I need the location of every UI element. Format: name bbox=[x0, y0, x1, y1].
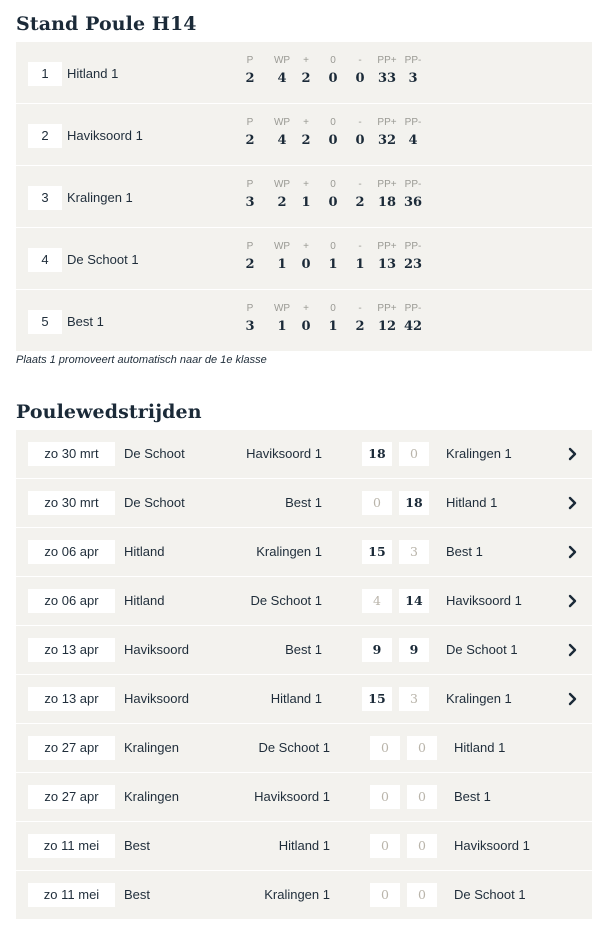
stat-header: PP+ bbox=[377, 303, 397, 314]
match-date: zo 11 mei bbox=[28, 883, 115, 907]
stat-header: 0 bbox=[330, 179, 336, 190]
stat-value: 2 bbox=[355, 195, 365, 210]
standings-table bbox=[16, 42, 592, 351]
match-venue: Hitland bbox=[124, 593, 165, 608]
stat-cell bbox=[354, 179, 366, 212]
stat-header: + bbox=[303, 179, 309, 190]
match-date: zo 27 apr bbox=[28, 736, 115, 760]
chevron-right-icon[interactable] bbox=[564, 542, 582, 562]
stat-value: 2 bbox=[245, 133, 255, 148]
match-venue: Hitland bbox=[124, 544, 165, 559]
team-name: Hitland 1 bbox=[67, 66, 119, 81]
stat-value: 4 bbox=[408, 133, 418, 148]
stat-cell bbox=[354, 55, 366, 88]
stat-cell bbox=[403, 179, 423, 212]
stat-value: 13 bbox=[377, 257, 397, 272]
home-score: 9 bbox=[362, 638, 392, 662]
rank-badge: 2 bbox=[28, 124, 62, 148]
stat-cell bbox=[244, 55, 256, 88]
away-score: 0 bbox=[407, 834, 437, 858]
standings-title: Stand Poule H14 bbox=[16, 13, 197, 35]
stat-value: 0 bbox=[301, 319, 311, 334]
stat-cell bbox=[300, 55, 312, 88]
away-score: 3 bbox=[399, 540, 429, 564]
stat-cell bbox=[403, 117, 423, 150]
stat-cell bbox=[271, 55, 293, 88]
stat-header: + bbox=[303, 55, 309, 66]
stat-value: 2 bbox=[301, 133, 311, 148]
stat-value: 42 bbox=[403, 319, 423, 334]
stat-header: P bbox=[246, 117, 254, 128]
match-row bbox=[16, 724, 592, 773]
home-team: De Schoot 1 bbox=[250, 593, 322, 608]
match-venue: Kralingen bbox=[124, 740, 179, 755]
stat-header: WP bbox=[273, 241, 291, 252]
standings-row bbox=[16, 42, 592, 104]
stat-cell bbox=[244, 117, 256, 150]
match-row[interactable] bbox=[16, 430, 592, 479]
stat-cell bbox=[300, 179, 312, 212]
away-team: De Schoot 1 bbox=[446, 642, 518, 657]
stat-value: 1 bbox=[328, 257, 338, 272]
match-row bbox=[16, 871, 592, 919]
stat-cell bbox=[244, 303, 256, 336]
stat-header: - bbox=[358, 303, 362, 314]
stat-cell bbox=[271, 241, 293, 274]
match-row[interactable] bbox=[16, 626, 592, 675]
rank-badge: 5 bbox=[28, 310, 62, 334]
match-venue: De Schoot bbox=[124, 446, 185, 461]
stat-header: P bbox=[246, 303, 254, 314]
stat-cell bbox=[300, 241, 312, 274]
stat-value: 2 bbox=[355, 319, 365, 334]
match-date: zo 11 mei bbox=[28, 834, 115, 858]
stat-value: 2 bbox=[301, 71, 311, 86]
home-score: 18 bbox=[362, 442, 392, 466]
away-team: Haviksoord 1 bbox=[454, 838, 530, 853]
stat-cell bbox=[354, 303, 366, 336]
stat-cell bbox=[271, 117, 293, 150]
stat-header: 0 bbox=[330, 241, 336, 252]
match-row[interactable] bbox=[16, 577, 592, 626]
stat-header: 0 bbox=[330, 303, 336, 314]
home-score: 0 bbox=[370, 883, 400, 907]
chevron-right-icon[interactable] bbox=[564, 444, 582, 464]
stat-header: WP bbox=[273, 303, 291, 314]
team-name: De Schoot 1 bbox=[67, 252, 139, 267]
standings-row bbox=[16, 104, 592, 166]
away-score: 3 bbox=[399, 687, 429, 711]
away-score: 0 bbox=[407, 736, 437, 760]
match-date: zo 30 mrt bbox=[28, 442, 115, 466]
stat-header: P bbox=[246, 241, 254, 252]
match-date: zo 13 apr bbox=[28, 638, 115, 662]
stat-value: 0 bbox=[301, 257, 311, 272]
stat-header: PP- bbox=[404, 179, 422, 190]
away-team: Kralingen 1 bbox=[446, 446, 512, 461]
match-venue: Haviksoord bbox=[124, 642, 190, 657]
stat-cell bbox=[271, 303, 293, 336]
match-row bbox=[16, 773, 592, 822]
rank-badge: 3 bbox=[28, 186, 62, 210]
match-row[interactable] bbox=[16, 528, 592, 577]
match-venue: Best bbox=[124, 887, 151, 902]
home-score: 0 bbox=[370, 785, 400, 809]
away-team: Kralingen 1 bbox=[446, 691, 512, 706]
home-team: Best 1 bbox=[285, 495, 322, 510]
stat-value: 0 bbox=[355, 133, 365, 148]
stat-header: + bbox=[303, 303, 309, 314]
stat-value: 1 bbox=[355, 257, 365, 272]
away-team: Hitland 1 bbox=[454, 740, 506, 755]
stat-header: PP- bbox=[404, 241, 422, 252]
rank-badge: 1 bbox=[28, 62, 62, 86]
team-name: Kralingen 1 bbox=[67, 190, 133, 205]
team-name: Haviksoord 1 bbox=[67, 128, 143, 143]
stat-header: + bbox=[303, 241, 309, 252]
stat-value: 2 bbox=[277, 195, 287, 210]
stat-value: 32 bbox=[377, 133, 397, 148]
stat-header: PP+ bbox=[377, 117, 397, 128]
stat-value: 18 bbox=[377, 195, 397, 210]
stat-header: PP- bbox=[404, 55, 422, 66]
stat-cell bbox=[403, 241, 423, 274]
stat-value: 0 bbox=[328, 71, 338, 86]
stat-cell bbox=[376, 55, 398, 88]
matches-title: Poulewedstrijden bbox=[16, 401, 202, 423]
chevron-right-icon[interactable] bbox=[564, 591, 582, 611]
standings-row bbox=[16, 290, 592, 351]
home-score: 4 bbox=[362, 589, 392, 613]
stat-value: 1 bbox=[301, 195, 311, 210]
stat-value: 1 bbox=[277, 319, 287, 334]
match-row[interactable] bbox=[16, 675, 592, 724]
home-team: Kralingen 1 bbox=[264, 887, 330, 902]
home-team: Best 1 bbox=[285, 642, 322, 657]
stat-cell bbox=[376, 241, 398, 274]
stat-cell bbox=[244, 241, 256, 274]
match-row[interactable] bbox=[16, 479, 592, 528]
chevron-right-icon[interactable] bbox=[564, 493, 582, 513]
match-date: zo 13 apr bbox=[28, 687, 115, 711]
match-venue: Haviksoord bbox=[124, 691, 190, 706]
stat-header: - bbox=[358, 179, 362, 190]
stat-header: PP- bbox=[404, 303, 422, 314]
home-team: Hitland 1 bbox=[278, 838, 330, 853]
stat-header: - bbox=[358, 117, 362, 128]
stat-cell bbox=[327, 303, 339, 336]
stat-value: 3 bbox=[408, 71, 418, 86]
stat-value: 3 bbox=[245, 319, 255, 334]
home-team: Haviksoord 1 bbox=[246, 446, 322, 461]
away-team: Hitland 1 bbox=[446, 495, 498, 510]
stat-cell bbox=[327, 117, 339, 150]
standings-row bbox=[16, 166, 592, 228]
home-team: De Schoot 1 bbox=[258, 740, 330, 755]
away-team: Best 1 bbox=[446, 544, 483, 559]
home-score: 0 bbox=[362, 491, 392, 515]
stat-header: + bbox=[303, 117, 309, 128]
rank-badge: 4 bbox=[28, 248, 62, 272]
away-score: 14 bbox=[399, 589, 429, 613]
home-score: 15 bbox=[362, 540, 392, 564]
stat-cell bbox=[376, 179, 398, 212]
stat-cell bbox=[244, 179, 256, 212]
stat-cell bbox=[354, 241, 366, 274]
home-score: 0 bbox=[370, 834, 400, 858]
stat-header: PP+ bbox=[377, 241, 397, 252]
stat-cell bbox=[376, 303, 398, 336]
away-score: 0 bbox=[399, 442, 429, 466]
stat-header: P bbox=[246, 179, 254, 190]
home-team: Kralingen 1 bbox=[256, 544, 322, 559]
stat-header: - bbox=[358, 55, 362, 66]
chevron-right-icon[interactable] bbox=[564, 640, 582, 660]
away-score: 9 bbox=[399, 638, 429, 662]
stat-header: PP- bbox=[404, 117, 422, 128]
stat-header: PP+ bbox=[377, 179, 397, 190]
home-score: 0 bbox=[370, 736, 400, 760]
match-date: zo 27 apr bbox=[28, 785, 115, 809]
stat-cell bbox=[327, 241, 339, 274]
stat-value: 1 bbox=[277, 257, 287, 272]
match-date: zo 30 mrt bbox=[28, 491, 115, 515]
away-team: De Schoot 1 bbox=[454, 887, 526, 902]
stat-value: 33 bbox=[377, 71, 397, 86]
stat-value: 2 bbox=[245, 257, 255, 272]
stat-header: P bbox=[246, 55, 254, 66]
stat-cell bbox=[376, 117, 398, 150]
stat-value: 12 bbox=[377, 319, 397, 334]
home-team: Haviksoord 1 bbox=[254, 789, 330, 804]
standings-row bbox=[16, 228, 592, 290]
stat-cell bbox=[403, 303, 423, 336]
home-team: Hitland 1 bbox=[270, 691, 322, 706]
stat-value: 0 bbox=[355, 71, 365, 86]
match-venue: Best bbox=[124, 838, 151, 853]
away-team: Best 1 bbox=[454, 789, 491, 804]
match-row bbox=[16, 822, 592, 871]
team-name: Best 1 bbox=[67, 314, 104, 329]
stat-header: 0 bbox=[330, 55, 336, 66]
match-date: zo 06 apr bbox=[28, 589, 115, 613]
stat-cell bbox=[271, 179, 293, 212]
match-venue: Kralingen bbox=[124, 789, 179, 804]
stat-value: 3 bbox=[245, 195, 255, 210]
stat-header: WP bbox=[273, 179, 291, 190]
stat-cell bbox=[327, 179, 339, 212]
stat-value: 0 bbox=[328, 195, 338, 210]
stat-value: 1 bbox=[328, 319, 338, 334]
stat-value: 0 bbox=[328, 133, 338, 148]
stat-header: WP bbox=[273, 117, 291, 128]
match-date: zo 06 apr bbox=[28, 540, 115, 564]
stat-header: PP+ bbox=[377, 55, 397, 66]
away-score: 0 bbox=[407, 785, 437, 809]
stat-value: 23 bbox=[403, 257, 423, 272]
stat-header: 0 bbox=[330, 117, 336, 128]
stat-cell bbox=[354, 117, 366, 150]
stat-value: 2 bbox=[245, 71, 255, 86]
away-score: 18 bbox=[399, 491, 429, 515]
stat-value: 4 bbox=[277, 71, 287, 86]
stat-cell bbox=[327, 55, 339, 88]
standings-note: Plaats 1 promoveert automatisch naar de 1e klasse bbox=[16, 354, 267, 366]
stat-header: WP bbox=[273, 55, 291, 66]
home-score: 15 bbox=[362, 687, 392, 711]
away-team: Haviksoord 1 bbox=[446, 593, 522, 608]
stat-value: 36 bbox=[403, 195, 423, 210]
chevron-right-icon[interactable] bbox=[564, 689, 582, 709]
matches-list bbox=[16, 430, 592, 919]
stat-header: - bbox=[358, 241, 362, 252]
stat-cell bbox=[300, 303, 312, 336]
match-venue: De Schoot bbox=[124, 495, 185, 510]
stat-value: 4 bbox=[277, 133, 287, 148]
stat-cell bbox=[300, 117, 312, 150]
stat-cell bbox=[403, 55, 423, 88]
away-score: 0 bbox=[407, 883, 437, 907]
